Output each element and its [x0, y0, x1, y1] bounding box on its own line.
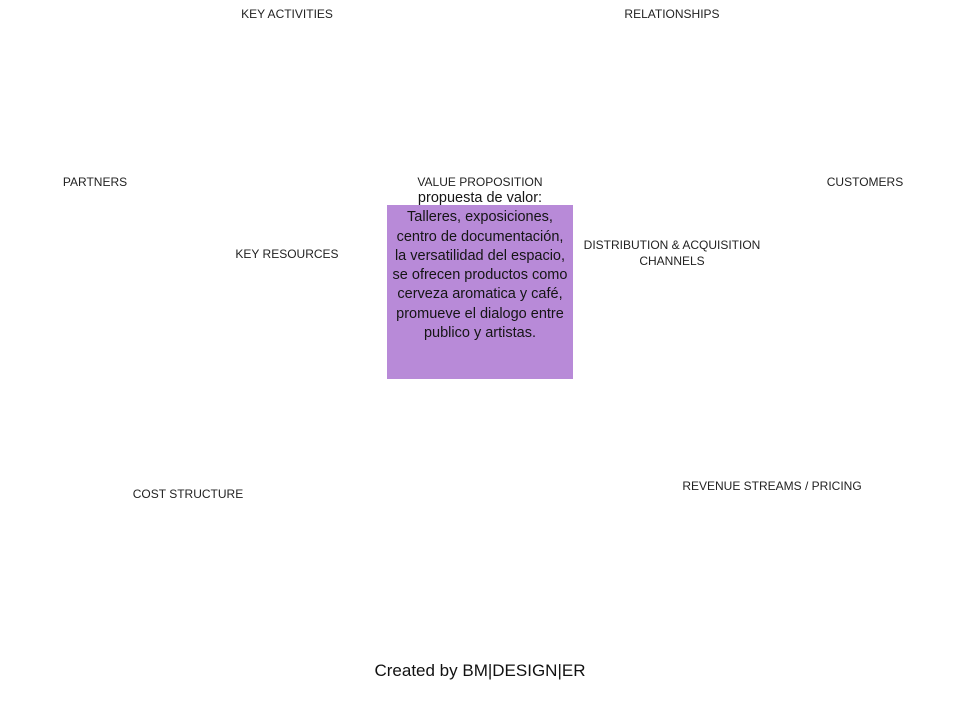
key-activities-label: KEY ACTIVITIES: [241, 7, 333, 21]
value-proposition-note-text: propuesta de valor: Talleres, exposiciones, centro de documentación, la versatilidad del espacio, se ofrecen productos como cerveza aromatica y café, promueve el dialogo entre publico y artistas.: [392, 190, 568, 342]
value-proposition-label: VALUE PROPOSITION: [417, 175, 543, 189]
footer-credit: Created by BM|DESIGN|ER: [374, 661, 586, 680]
customers-label: CUSTOMERS: [826, 175, 904, 189]
revenue-streams-label: REVENUE STREAMS / PRICING: [682, 479, 862, 493]
distribution-channels-label: DISTRIBUTION & ACQUISITION CHANNELS: [583, 238, 761, 268]
key-resources-label: KEY RESOURCES: [235, 247, 339, 261]
cost-structure-label: COST STRUCTURE: [132, 487, 244, 501]
partners-label: PARTNERS: [62, 175, 128, 189]
relationships-label: RELATIONSHIPS: [624, 7, 720, 21]
